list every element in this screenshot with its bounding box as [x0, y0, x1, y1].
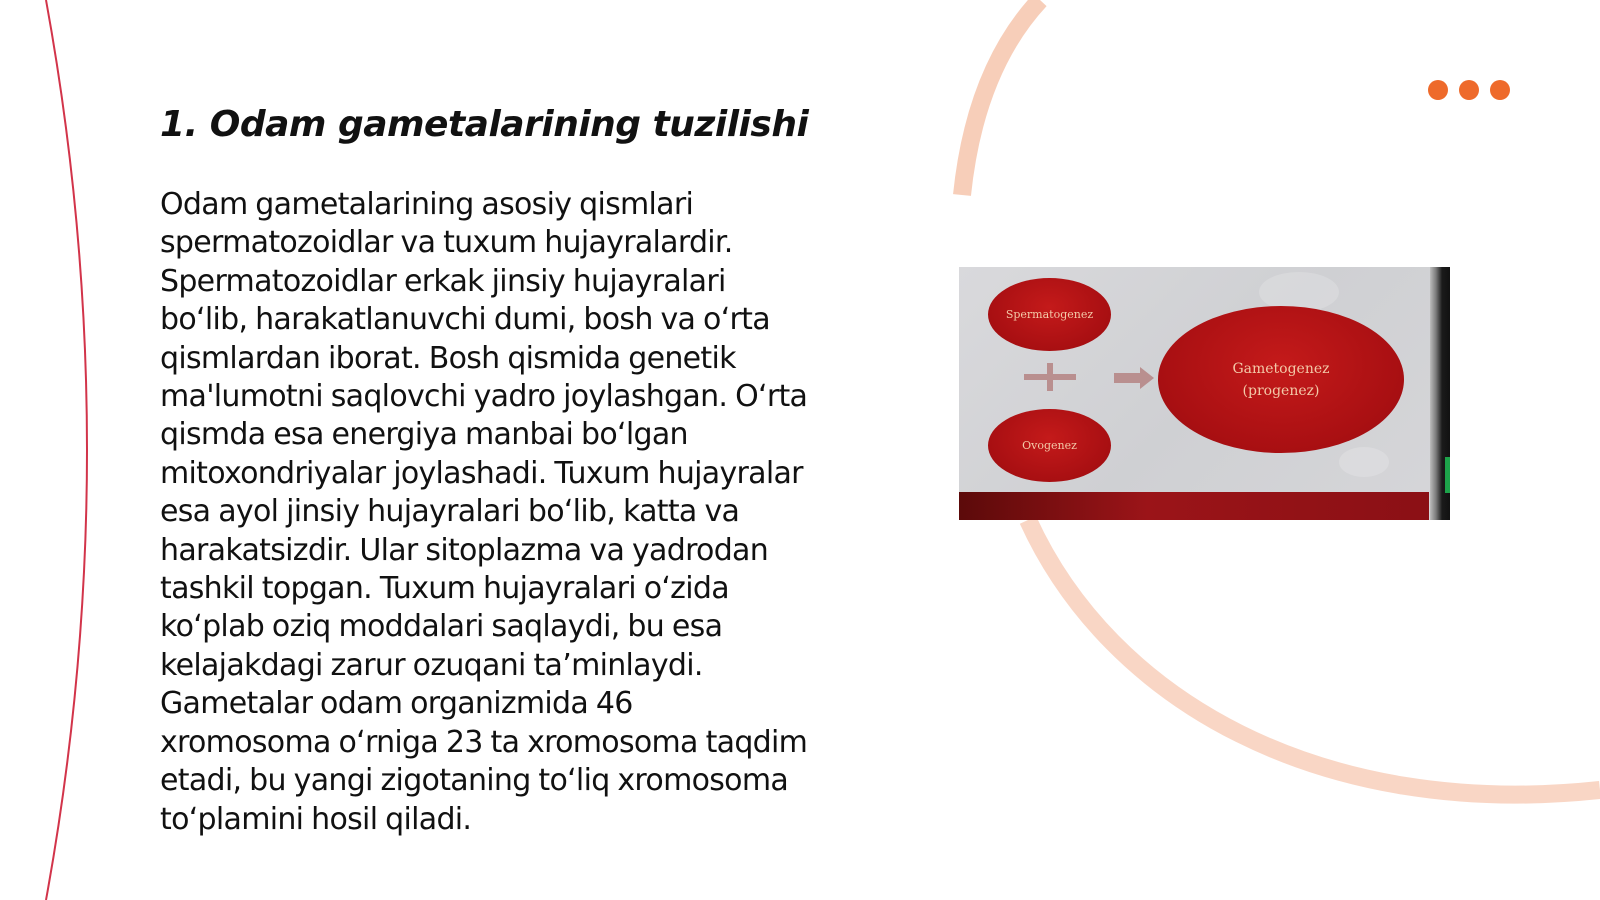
body-line: Odam gametalarining asosiy qismlari [160, 187, 694, 222]
body-line: tashkil topgan. Tuxum hujayralari o‘zida [160, 571, 729, 607]
body-line: spermatozoidlar va tuxum hujayralardir. [160, 225, 733, 261]
arrow-right-icon [1114, 367, 1154, 389]
three-dots-icon [1428, 80, 1512, 100]
body-line: ko‘plab oziq moddalari saqlaydi, bu esa [160, 609, 723, 645]
body-line: Gametalar odam organizmida 46 [160, 686, 633, 722]
body-text [160, 186, 850, 839]
body-line: kelajakdagi zarur ozuqani ta’minlaydi. [160, 647, 703, 683]
diagram-bottom-bar [959, 492, 1429, 520]
diagram-green-mark [1445, 457, 1450, 493]
gametogenesis-label: Gametogenez [1232, 360, 1330, 377]
dot-icon [1459, 80, 1479, 100]
gametogenesis-sublabel: (progenez) [1242, 382, 1320, 399]
left-curve-line [46, 0, 87, 900]
body-line: to‘plamini hosil qiladi. [160, 801, 472, 837]
slide-title: 1. Odam gametalarining tuzilishi [160, 104, 809, 145]
ovogenesis-label: Ovogenez [1022, 439, 1077, 452]
body-line: Spermatozoidlar erkak jinsiy hujayralari [160, 263, 726, 299]
peach-arc-upper [962, 0, 1040, 195]
dot-icon [1428, 80, 1448, 100]
spermatogenesis-node [988, 278, 1111, 351]
body-line: xromosoma o‘rniga 23 ta xromosoma taqdim [160, 724, 808, 760]
gametogenesis-diagram [959, 267, 1450, 520]
body-line: mitoxondriyalar joylashadi. Tuxum hujayralar [160, 455, 803, 491]
body-line: esa ayol jinsiy hujayralari bo‘lib, katta va [160, 494, 740, 530]
body-line: qismlardan iborat. Bosh qismida genetik [160, 340, 736, 376]
ovogenesis-node [988, 409, 1111, 482]
faint-bg-shape [1339, 447, 1389, 477]
body-line: qismda esa energiya manbai bo‘lgan [160, 417, 688, 453]
plus-icon [1024, 363, 1076, 391]
peach-arc-lower [1028, 520, 1600, 795]
dot-icon [1490, 80, 1510, 100]
body-line: bo‘lib, harakatlanuvchi dumi, bosh va o‘rta [160, 302, 770, 338]
gametogenesis-node [1158, 306, 1404, 453]
body-line: ma'lumotni saqlovchi yadro joylashgan. O‘rta [160, 379, 808, 415]
spermatogenesis-label: Spermatogenez [1005, 308, 1094, 321]
body-line: harakatsizdir. Ular sitoplazma va yadrodan [160, 532, 769, 568]
body-line: etadi, bu yangi zigotaning to‘liq xromosoma [160, 763, 789, 799]
